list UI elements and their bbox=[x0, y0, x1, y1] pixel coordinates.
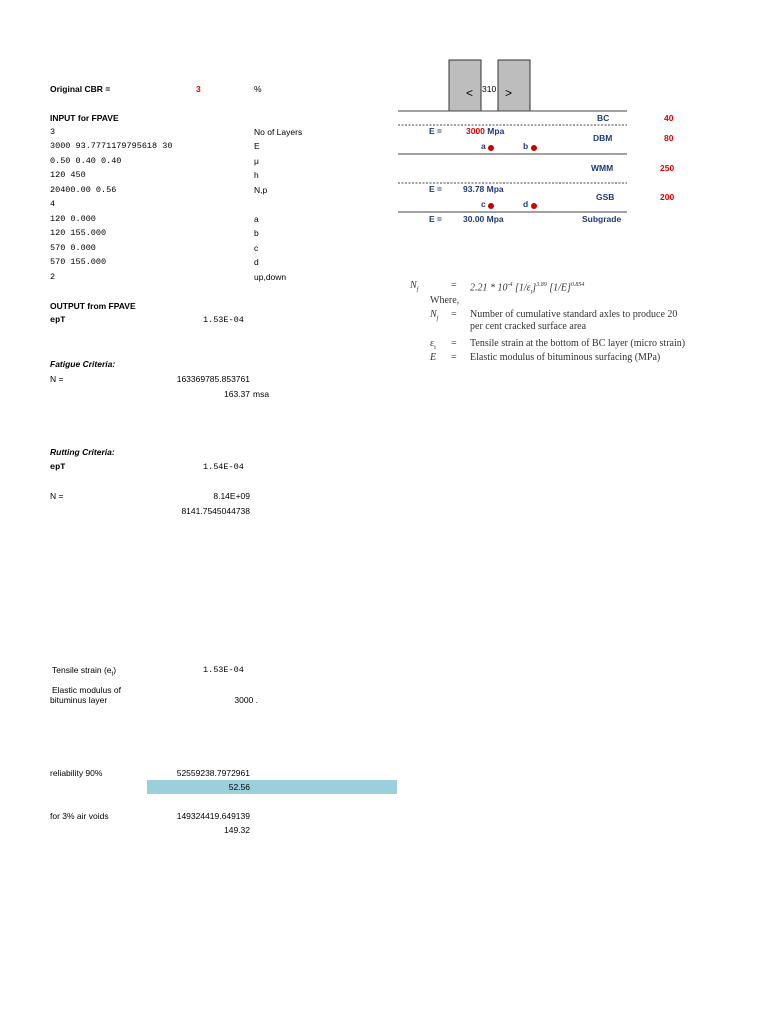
input-label: No of Layers bbox=[254, 127, 303, 137]
airvoids-label: for 3% air voids bbox=[50, 811, 109, 821]
input-label: a bbox=[254, 214, 259, 224]
input-label: N,p bbox=[254, 185, 268, 195]
arrow-right-icon: > bbox=[505, 86, 513, 100]
wheel-right bbox=[498, 60, 530, 111]
formula-lhs: $N_f$ bbox=[410, 280, 419, 293]
input-value: 4 bbox=[50, 199, 56, 209]
def-eq: = bbox=[451, 338, 457, 349]
input-title: INPUT for FPAVE bbox=[50, 113, 119, 123]
layer-name-wmm: WMM bbox=[591, 163, 614, 173]
input-label: E bbox=[254, 141, 260, 151]
input-value: 3000 93.7771179795618 30 bbox=[50, 141, 173, 151]
def-text: Tensile strain at the bottom of BC layer (micro strain) bbox=[470, 338, 686, 349]
e-value-3: 30.00 Mpa bbox=[463, 214, 504, 224]
reliability-value: 52559238.7972961 bbox=[176, 768, 250, 778]
thickness-bc: 40 bbox=[664, 113, 674, 123]
input-value: 20400.00 0.56 bbox=[50, 185, 117, 195]
cbr-value: 3 bbox=[196, 84, 201, 94]
rutting-ept-label: epT bbox=[50, 462, 66, 472]
arrow-left-icon: < bbox=[466, 86, 474, 100]
layer-name-dbm: DBM bbox=[593, 133, 613, 143]
modulus-label-2: bituminus layer bbox=[50, 695, 108, 705]
input-label: b bbox=[254, 228, 259, 238]
airvoids-value: 149324419.649139 bbox=[176, 811, 250, 821]
point-b-label: b bbox=[523, 141, 529, 151]
layer-name-gsb: GSB bbox=[596, 192, 615, 202]
fatigue-msa-value: 163.37 bbox=[224, 389, 250, 399]
input-label: up,down bbox=[254, 272, 287, 282]
cbr-unit: % bbox=[254, 84, 262, 94]
point-c-label: c bbox=[481, 199, 486, 209]
input-value: 120 0.000 bbox=[50, 214, 96, 224]
input-label: d bbox=[254, 257, 259, 267]
e-value-1: 3000 Mpa bbox=[466, 126, 505, 136]
input-label: h bbox=[254, 170, 259, 180]
def-symbol: $\varepsilon_t$ bbox=[430, 338, 436, 351]
fatigue-msa-unit: msa bbox=[253, 389, 270, 399]
input-label: μ bbox=[254, 156, 259, 166]
layer-name-subgrade: Subgrade bbox=[582, 214, 622, 224]
thickness-dbm: 80 bbox=[664, 133, 674, 143]
e-label-1: E = bbox=[429, 126, 442, 136]
e-value-2: 93.78 Mpa bbox=[463, 184, 504, 194]
input-value: 570 0.000 bbox=[50, 243, 96, 253]
modulus-value: 3000 . bbox=[234, 695, 258, 705]
rutting-title: Rutting Criteria: bbox=[50, 447, 115, 457]
thickness-gsb: 200 bbox=[660, 192, 675, 202]
formula-where: Where, bbox=[430, 295, 460, 306]
wheel-left bbox=[449, 60, 481, 111]
airvoids-value2: 149.32 bbox=[224, 825, 250, 835]
input-value: 570 155.000 bbox=[50, 257, 107, 267]
tensile-strain-value: 1.53E-04 bbox=[203, 665, 244, 675]
layer-name-bc: BC bbox=[597, 113, 610, 123]
reliability-highlight-value: 52.56 bbox=[228, 782, 250, 792]
def-symbol: E bbox=[430, 352, 437, 363]
input-value: 120 155.000 bbox=[50, 228, 107, 238]
input-value: 120 450 bbox=[50, 170, 86, 180]
formula-eq: = bbox=[451, 280, 457, 291]
def-eq: = bbox=[451, 309, 457, 320]
input-value: 2 bbox=[50, 272, 56, 282]
point-b-marker bbox=[531, 145, 537, 151]
wheel-gap-label: 310 bbox=[482, 84, 497, 94]
reliability-label: reliability 90% bbox=[50, 768, 103, 778]
e-label-3: E = bbox=[429, 214, 442, 224]
fatigue-n-value: 163369785.853761 bbox=[176, 374, 250, 384]
input-label: c bbox=[254, 243, 259, 253]
fatigue-n-label: N = bbox=[50, 374, 64, 384]
input-value: 3 bbox=[50, 127, 56, 137]
def-eq: = bbox=[451, 352, 457, 363]
rutting-n-label: N = bbox=[50, 491, 64, 501]
output-title: OUTPUT from FPAVE bbox=[50, 301, 136, 311]
e-label-2: E = bbox=[429, 184, 442, 194]
def-text: Elastic modulus of bituminous surfacing (MPa) bbox=[470, 352, 661, 363]
point-a-label: a bbox=[481, 141, 486, 151]
def-text-cont: per cent cracked surface area bbox=[470, 321, 587, 332]
def-text: Number of cumulative standard axles to produce 20 bbox=[470, 309, 678, 320]
rutting-ept-value: 1.54E-04 bbox=[203, 462, 244, 472]
point-d-marker bbox=[531, 203, 537, 209]
fatigue-title: Fatigue Criteria: bbox=[50, 359, 116, 369]
cbr-label: Original CBR = bbox=[50, 84, 111, 94]
output-ept-value: 1.53E-04 bbox=[203, 315, 244, 325]
input-value: 0.50 0.40 0.40 bbox=[50, 156, 122, 166]
thickness-wmm: 250 bbox=[660, 163, 675, 173]
point-c-marker bbox=[488, 203, 494, 209]
point-a-marker bbox=[488, 145, 494, 151]
def-symbol: $N_f$ bbox=[430, 309, 439, 322]
point-d-label: d bbox=[523, 199, 529, 209]
output-ept-label: epT bbox=[50, 315, 66, 325]
tensile-strain-label: Tensile strain $(e_t)$ bbox=[52, 665, 117, 678]
rutting-n-value2: 8141.7545044738 bbox=[181, 506, 250, 516]
formula-rhs: $2.21 * 10^{-4}$ $[1/\varepsilon_t]^{3.89}$ $[1/E]^{0.854}$ bbox=[470, 282, 585, 296]
rutting-n-value: 8.14E+09 bbox=[213, 491, 250, 501]
modulus-label-1: Elastic modulus of bbox=[52, 685, 121, 695]
